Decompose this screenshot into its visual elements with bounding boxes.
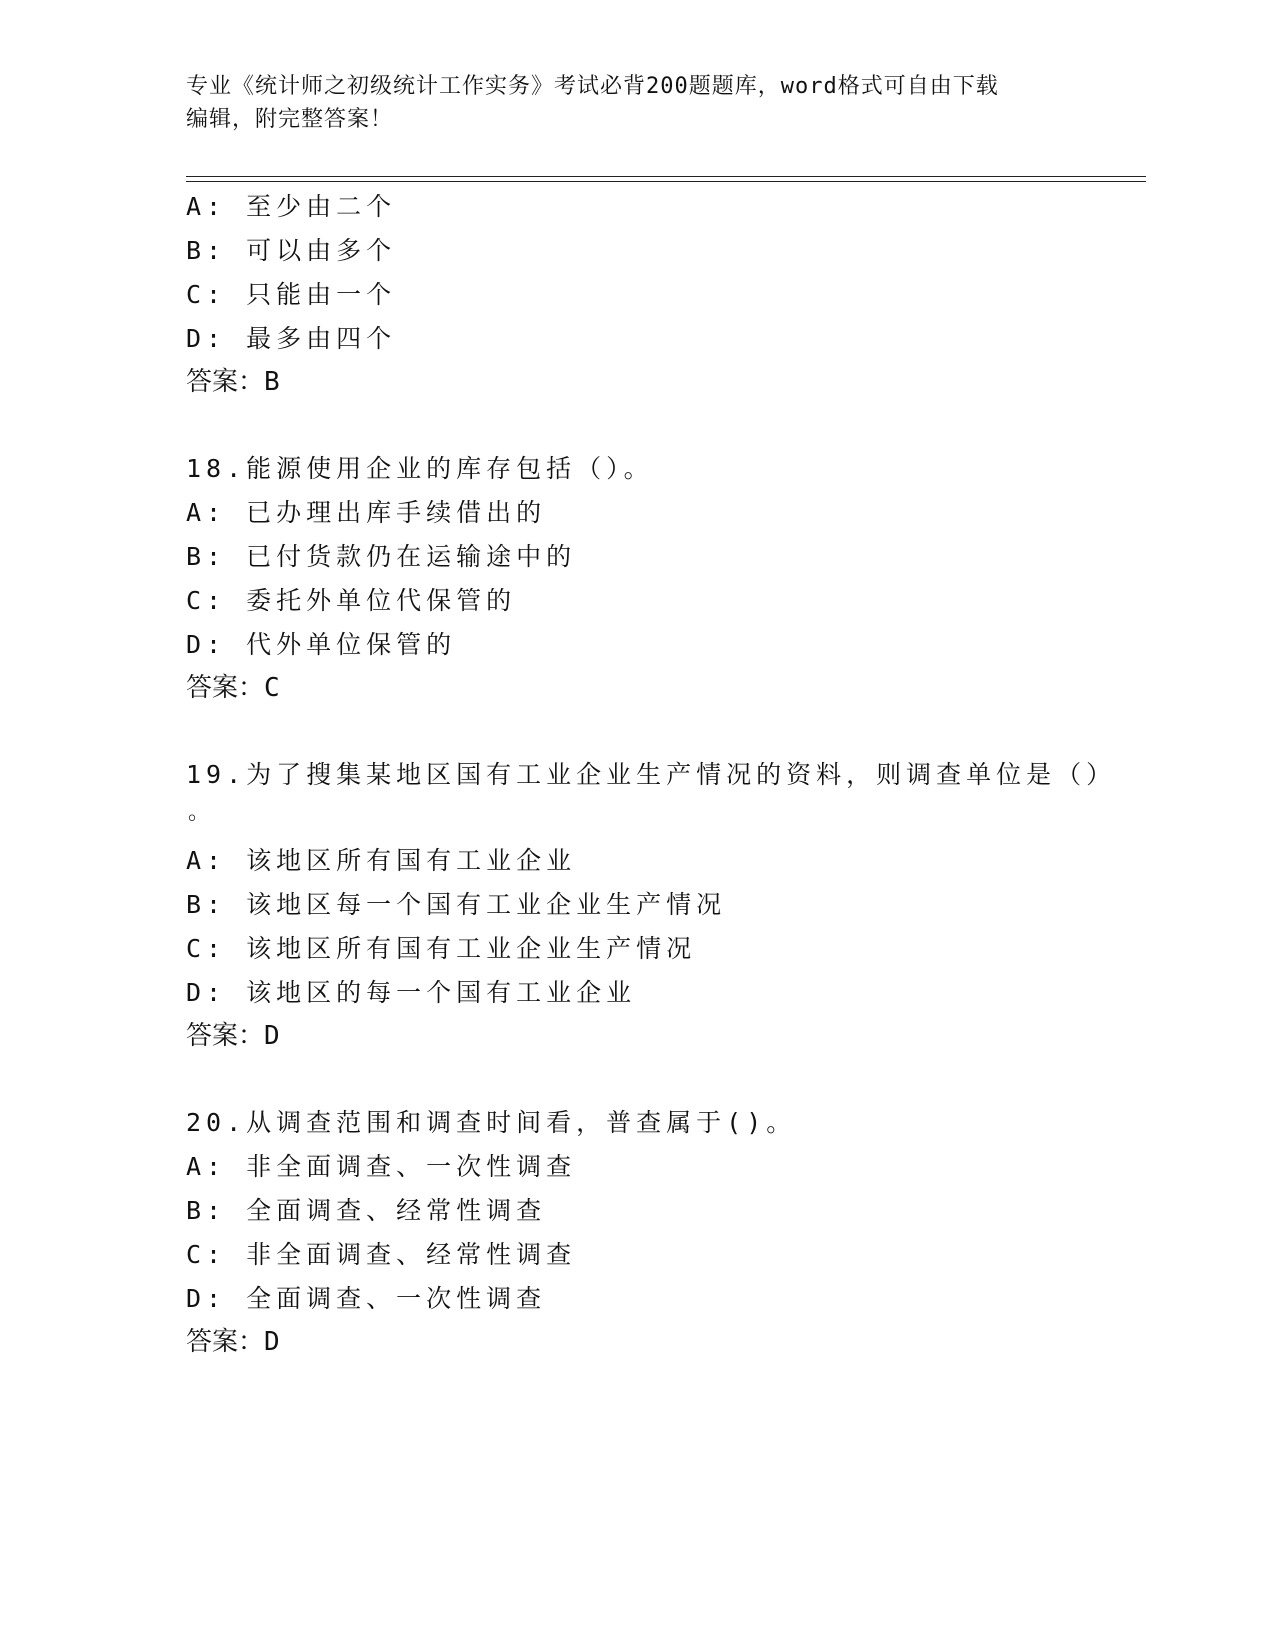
answer-label: 答案： (186, 673, 265, 703)
answer-label: 答案： (186, 1327, 265, 1357)
q18-option-b: B: 已付货款仍在运输途中的 (186, 542, 577, 571)
answer-value: B (264, 367, 280, 397)
q20-option-d: D: 全面调查、一次性调查 (186, 1284, 547, 1313)
q19-option-d: D: 该地区的每一个国有工业企业 (186, 978, 637, 1007)
header-line-1: 专业《统计师之初级统计工作实务》考试必背200题题库，word格式可自由下载 (186, 74, 999, 99)
q19-stem-continuation: 。 (188, 800, 211, 825)
q19-stem: 19.为了搜集某地区国有工业企业生产情况的资料，则调查单位是（） (186, 760, 1117, 789)
q20-stem: 20.从调查范围和调查时间看，普查属于()。 (186, 1108, 797, 1137)
q20-option-c: C: 非全面调查、经常性调查 (186, 1240, 577, 1269)
header-divider-top (186, 176, 1146, 177)
q18-option-a: A: 已办理出库手续借出的 (186, 498, 547, 527)
q20-answer (186, 1325, 280, 1359)
document-header (186, 70, 1066, 136)
q17-option-d: D: 最多由四个 (186, 324, 397, 353)
q19-option-a: A: 该地区所有国有工业企业 (186, 846, 577, 875)
q20-option-a: A: 非全面调查、一次性调查 (186, 1152, 577, 1181)
answer-value: C (264, 673, 280, 703)
q18-answer (186, 671, 280, 705)
q17-answer (186, 365, 280, 399)
q20-option-b: B: 全面调查、经常性调查 (186, 1196, 547, 1225)
answer-value: D (264, 1327, 280, 1357)
q17-option-b: B: 可以由多个 (186, 236, 397, 265)
q17-option-c: C: 只能由一个 (186, 280, 397, 309)
q18-option-d: D: 代外单位保管的 (186, 630, 457, 659)
q19-option-b: B: 该地区每一个国有工业企业生产情况 (186, 890, 727, 919)
q19-option-c: C: 该地区所有国有工业企业生产情况 (186, 934, 697, 963)
q17-option-a: A: 至少由二个 (186, 192, 397, 221)
q18-stem: 18.能源使用企业的库存包括（）。 (186, 454, 654, 483)
header-divider-bottom (186, 181, 1146, 182)
answer-label: 答案： (186, 1021, 265, 1051)
answer-label: 答案： (186, 367, 265, 397)
q18-option-c: C: 委托外单位代保管的 (186, 586, 517, 615)
answer-value: D (264, 1021, 280, 1051)
header-line-2: 编辑，附完整答案！ (186, 107, 394, 132)
q19-answer (186, 1019, 280, 1053)
